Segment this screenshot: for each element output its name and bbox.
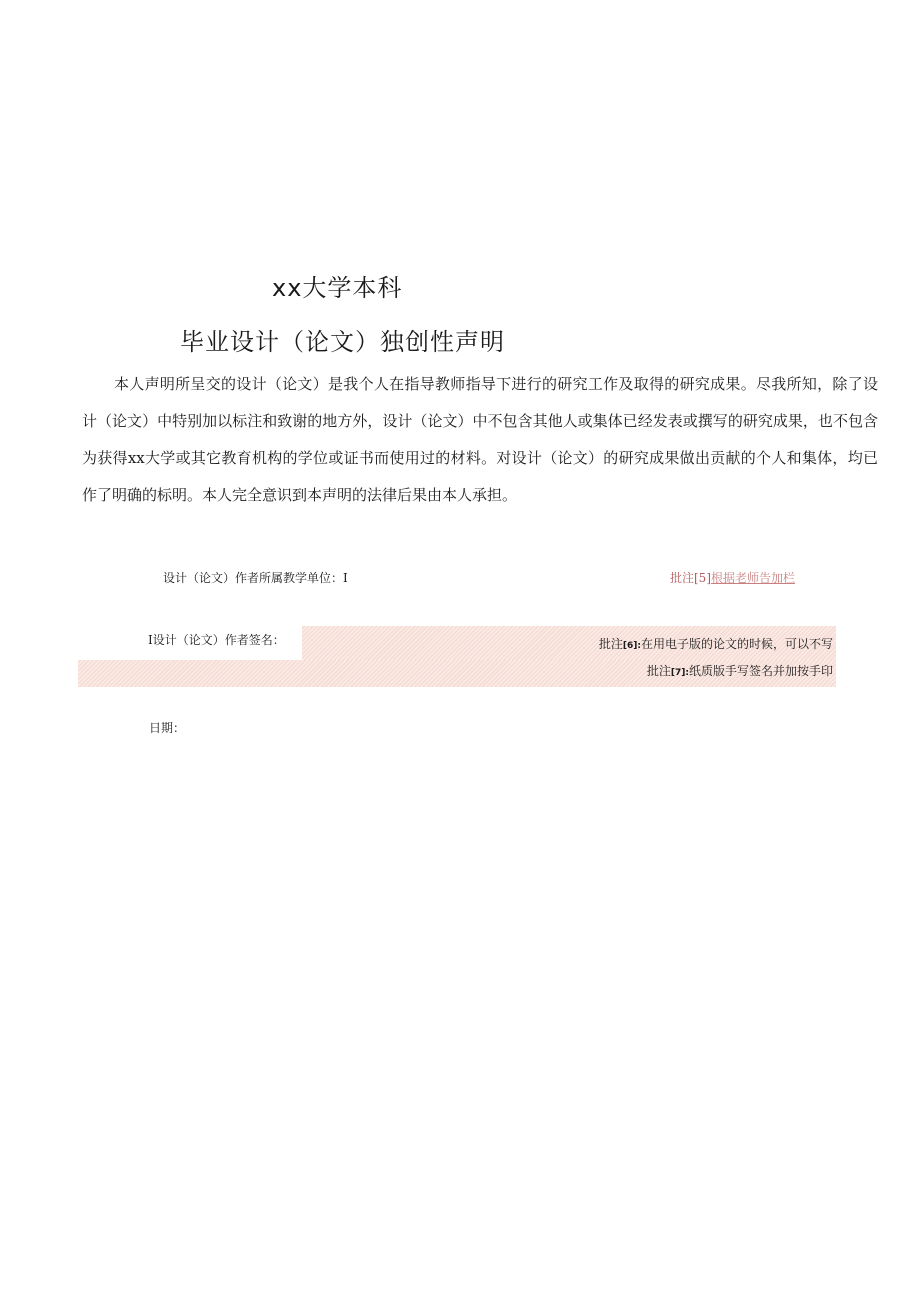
comment-5[interactable] xyxy=(670,569,795,586)
declaration-body xyxy=(82,366,878,514)
comment-7-text: 纸质版手写签名并加按手印 xyxy=(688,664,833,678)
university-title: xx大学本科 xyxy=(272,274,403,302)
comment-6-prefix: 批注 xyxy=(598,637,623,651)
declaration-paragraph: 本人声明所呈交的设计（论文）是我个人在指导教师指导下进行的研究工作及取得的研究成果。尽我所知，除了设计（论文）中特别加以标注和致谢的地方外，设计（论文）中不包含其他人或集体已经发表或撰写的研究成果，也不包含为获得xx大学或其它教育机构的学位或证书而使用过的材料。对设计（论文）的研究成果做出贡献的个人和集体，均已作了明确的标明。本人完全意识到本声明的法律后果由本人承担。 xyxy=(82,375,878,504)
comment-6[interactable] xyxy=(599,635,833,652)
comment-5-text[interactable]: 根据老师告加栏 xyxy=(711,571,796,585)
comment-7-prefix: 批注 xyxy=(646,664,671,678)
comment-5-ref[interactable]: 批注[5] xyxy=(670,571,711,585)
comment-7[interactable] xyxy=(647,662,833,679)
teaching-unit-field: 设计（论文）作者所属教学单位：I xyxy=(163,571,348,585)
declaration-title: 毕业设计（论文）独创性声明 xyxy=(180,328,505,356)
author-signature-field: I设计（论文）作者签名： xyxy=(148,633,285,647)
date-field: 日期： xyxy=(149,721,186,735)
comment-7-number: [7]: xyxy=(670,668,689,678)
comment-6-number: [6]: xyxy=(622,641,641,651)
comment-6-text: 在用电子版的论文的时候，可以不写 xyxy=(640,637,833,651)
